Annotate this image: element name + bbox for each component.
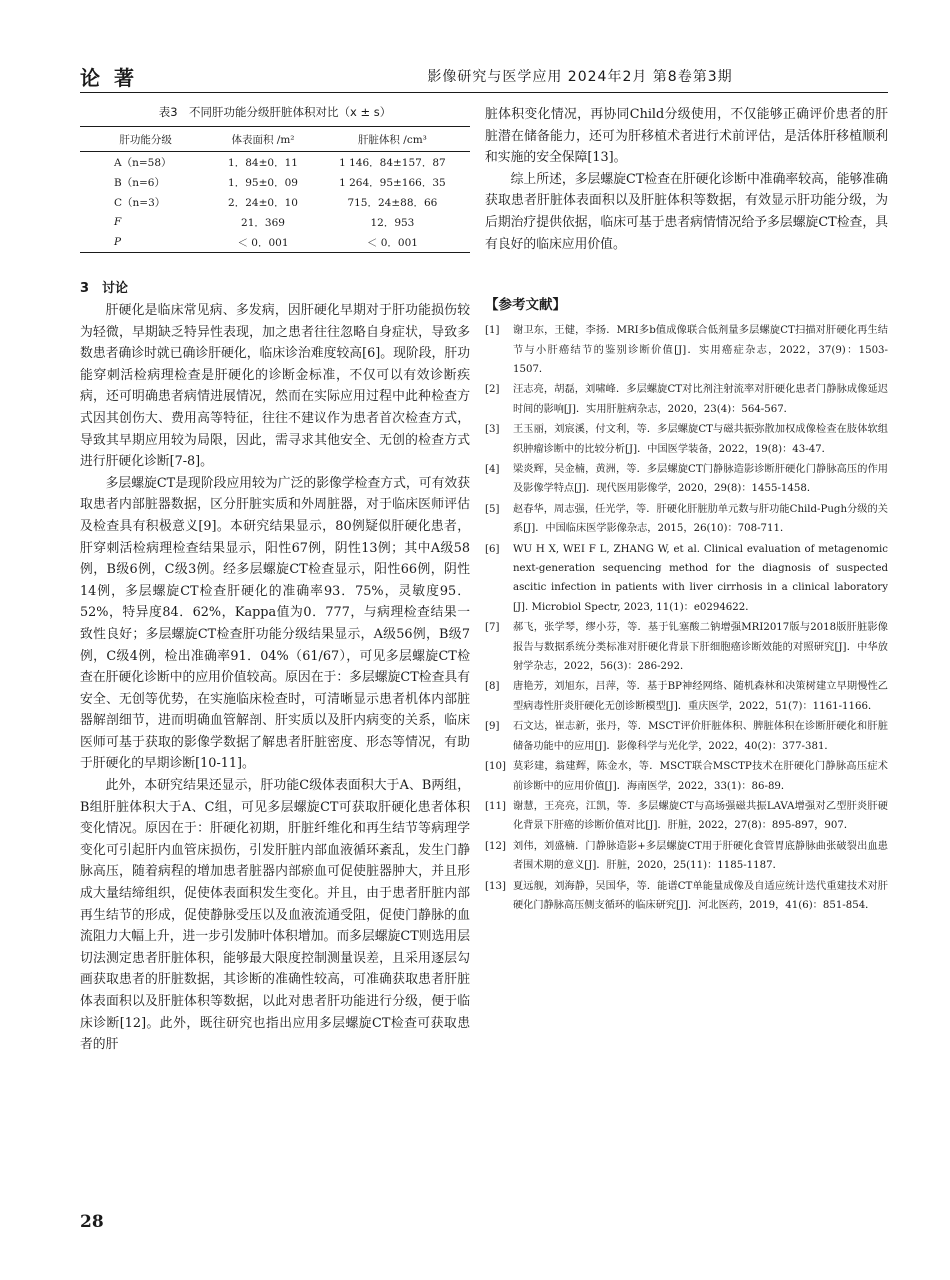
cell-volume: 715．24±88．66 xyxy=(347,196,438,209)
reference-text: 谢慧，王亮亮，江凯，等．多层螺旋CT与高场强磁共振LAVA增强对乙型肝炎肝硬化背景下肝癌的诊断价值对比[J]．肝脏，2022，27(8)：895-897，907． xyxy=(513,800,888,832)
table-header-row xyxy=(80,127,470,152)
reference-item xyxy=(485,837,888,876)
reference-number: [3] xyxy=(485,424,500,436)
reference-item xyxy=(485,460,888,499)
reference-item xyxy=(485,540,888,618)
col-header-volume: 肝脏体积 /cm³ xyxy=(315,127,470,152)
reference-number: [7] xyxy=(485,622,500,634)
col-header-grade: 肝功能分级 xyxy=(80,127,211,152)
reference-number: [9] xyxy=(485,721,500,733)
reference-number: [8] xyxy=(485,681,500,693)
reference-text: 石文达，崔志新，张丹，等．MSCT评价肝脏体积、脾脏体积在诊断肝硬化和肝脏储备功能中的应用[J]．影像科学与光化学，2022，40(2)：377-381． xyxy=(513,721,888,752)
reference-number: [4] xyxy=(485,464,500,475)
reference-number: [13] xyxy=(485,880,506,892)
table-row xyxy=(80,152,470,173)
cell-volume: 1 146．84±157．87 xyxy=(339,156,446,169)
reference-number: [10] xyxy=(485,761,506,773)
reference-item xyxy=(485,877,888,916)
reference-text: 汪志亮，胡磊，刘啸峰．多层螺旋CT对比剂注射流率对肝硬化患者门静脉成像延迟时间的影响[J]．实用肝脏病杂志，2020，23(4)：564-567． xyxy=(513,384,888,415)
reference-text: 梁炎辉，吴金楠，黄洲，等．多层螺旋CT门静脉造影诊断肝硬化门静脉高压的作用及影像学特点[J]．现代医用影像学，2020，29(8)：1455-1458． xyxy=(513,464,888,495)
reference-text: 刘伟，刘盛楠．门静脉造影+多层螺旋CT用于肝硬化食管胃底静脉曲张破裂出血患者围术期的意义[J]．肝脏，2020，25(11)：1185-1187． xyxy=(513,840,888,872)
row-label: P xyxy=(80,232,211,253)
cell-surface: ＜ 0．001 xyxy=(211,232,315,253)
liver-volume-table xyxy=(80,126,470,253)
discussion-paragraph-3: 此外，本研究结果还显示，肝功能C级体表面积大于A、B两组，B组肝脏体积大于A、C组，可见多层螺旋CT可获取肝硬化患者体积变化情况。原因在于：肝硬化初期，肝脏纤维化和再生结节等病理学变化可引起肝内血管床损伤，引发肝脏内部血液循环紊乱，发生门静脉高压，随着病程的增加患者脏器内部瘀血可促使脏器肿大，并且形成大量结缔组织，促使体表面积发生变化。并且，由于患者肝脏内部再生结节的形成，促使静脉受压以及血液流通受阻，促使门静脉的血流阻力大幅上升，进一步引发肺叶体积增加。而多层螺旋CT则选用层切法测定患者肝脏体积，能够最大限度控制测量误差，且采用逐层勾画获取患者的肝脏数据，其诊断的准确性较高，可准确获取患者肝脏体表面积以及肝脏体积等数据，以此对患者肝功能进行分级，便于临床诊断[12]。此外，既往研究也指出应用多层螺旋CT检查可获取患者的肝 xyxy=(80,778,470,1053)
reference-text: 谢卫东，王健，李扬．MRI多b值成像联合低剂量多层螺旋CT扫描对肝硬化再生结节与小肝癌结节的鉴别诊断价值[J]．实用癌症杂志，2022，37(9)：1503-1507． xyxy=(513,325,888,375)
discussion-paragraph-1: 肝硬化是临床常见病、多发病，因肝硬化早期对于肝功能损伤较为轻微，早期缺乏特异性表现，加之患者往往忽略自身症状，导致多数患者确诊时就已确诊肝硬化，临床诊治难度较高[6]。现阶段，肝功能穿刺活检病理检查是肝硬化的诊断金标准，不仅可以有效诊断疾病，还可明确患者病情进展情况，然而在实际应用过程中此种检查方式因其创伤大、费用高等特征，往往不建议作为患者首次检查方式，导致其早期应用较为局限，因此，需寻求其他安全、无创的检查方式进行肝硬化诊断[7-8]。 xyxy=(80,303,470,470)
page-header xyxy=(80,58,888,94)
reference-number: [11] xyxy=(485,800,506,812)
row-label: F xyxy=(114,216,122,228)
discussion-title: 3 讨论 xyxy=(80,281,129,296)
reference-text: 唐艳芳，刘旭东，吕萍，等．基于BP神经网络、随机森林和决策树建立早期慢性乙型病毒性肝炎肝硬化无创诊断模型[J]．重庆医学，2022，51(7)：1161-1166． xyxy=(513,681,888,712)
right-column xyxy=(485,104,888,916)
cell-surface: 2．24±0．10 xyxy=(228,196,298,209)
reference-item xyxy=(485,500,888,539)
reference-item xyxy=(485,677,888,716)
reference-text: WU H X, WEI F L, ZHANG W, et al. Clinical evaluation of metagenomic next-generation sequencing method for the diagnosis of suspected ascitic infection in patients with liver cirrhosis in a clinical laboratory [J]. Microbiol Spectr, 2023, 11(1)：e0294622． xyxy=(513,543,888,613)
cell-surface: 21．369 xyxy=(241,216,285,229)
reference-number: [1] xyxy=(485,325,500,337)
reference-number: [12] xyxy=(485,840,506,852)
reference-text: 赵春华，周志强，任光学，等．肝硬化肝脏肋单元数与肝功能Child-Pugh分级的关系[J]．中国临床医学影像杂志，2015，26(10)：708-711． xyxy=(513,503,888,535)
reference-text: 莫彩建，翁建辉，陈金水，等．MSCT联合MSCTP技术在肝硬化门静脉高压症术前诊断中的应用价值[J]．海南医学，2022，33(1)：86-89． xyxy=(513,761,888,792)
reference-item xyxy=(485,757,888,796)
row-label: B（n=6） xyxy=(114,176,165,189)
reference-item xyxy=(485,717,888,756)
discussion-paragraph-3-continued: 脏体积变化情况，再协同Child分级使用，不仅能够正确评价患者的肝脏潜在储备能力，还可为肝移植术者进行术前评估，是活体肝移植顺利和实施的安全保障[13]。 xyxy=(485,107,888,166)
left-column xyxy=(80,104,470,1056)
col-header-surface: 体表面积 /m² xyxy=(211,127,315,152)
section-label: 论著 xyxy=(80,66,148,90)
conclusion-paragraph: 综上所述，多层螺旋CT检查在肝硬化诊断中准确率较高，能够准确获取患者肝脏体表面积以及肝脏体积等数据，有效显示肝功能分级，为后期治疗提供依据，临床可基于患者病情情况给予多层螺旋CT检查，具有良好的临床应用价值。 xyxy=(485,171,888,252)
cell-volume: 1 264．95±166．35 xyxy=(339,176,446,189)
reference-item xyxy=(485,380,888,419)
cell-surface: 1．95±0．09 xyxy=(228,176,298,189)
reference-text: 王玉丽，刘宸溪，付文利，等．多层螺旋CT与磁共振弥散加权成像检查在肢体软组织肿瘤诊断中的比较分析[J]．中国医学装备，2022，19(8)：43-47． xyxy=(513,424,888,455)
reference-number: [2] xyxy=(485,384,500,396)
cell-volume: ＜ 0．001 xyxy=(315,232,470,253)
reference-item xyxy=(485,618,888,676)
reference-number: [6] xyxy=(485,543,500,555)
table-row xyxy=(80,232,470,253)
page-number: 28 xyxy=(80,1212,104,1232)
table-row xyxy=(80,172,470,192)
reference-item xyxy=(485,321,888,379)
table-caption: 表3 不同肝功能分级肝脏体积对比（x ± s） xyxy=(158,105,392,119)
table-row xyxy=(80,212,470,232)
row-label: C（n=3） xyxy=(114,196,166,209)
cell-volume: 12．953 xyxy=(370,216,415,229)
cell-surface: 1．84±0．11 xyxy=(228,156,298,169)
reference-text: 郝飞，张学琴，缪小芬，等．基于钆塞酸二钠增强MRI2017版与2018版肝脏影像报告与数据系统分类标准对肝硬化背景下肝细胞癌诊断效能的对照研究[J]．中华放射学杂志，2022，56(3)：286-292． xyxy=(513,622,888,673)
reference-text: 夏远舰，刘海静，吴国华，等．能谱CT单能量成像及自适应统计迭代重建技术对肝硬化门静脉高压侧支循环的临床研究[J]．河北医药，2019，41(6)：851-854． xyxy=(513,880,888,911)
header-rule xyxy=(80,92,888,93)
discussion-paragraph-2: 多层螺旋CT是现阶段应用较为广泛的影像学检查方式，可有效获取患者内部脏器数据，区分肝脏实质和外周脏器，对于临床医师评估及检查具有积极意义[9]。本研究结果显示，80例疑似肝硬化患者，肝穿刺活检病理检查结果显示，阳性67例，阴性13例；其中A级58例，B级6例，C级3例。经多层螺旋CT检查显示，阳性66例，阴性14例，多层螺旋CT检查肝硬化的准确率93．75%，灵敏度95．52%，特异度84．62%，Kappa值为0．777，与病理检查结果一致性良好；多层螺旋CT检查肝功能分级结果显示，A级56例，B级7例，C级4例，检出准确率91．04%（61/67），可见多层螺旋CT检查在肝硬化诊断中的应用价值较高。原因在于：多层螺旋CT检查具有安全、无创等优势，在实施临床检查时，可清晰显示患者机体内部脏器解剖细节，进而明确血管解剖、肝实质以及肝内病变的关系，临床医师可基于获取的影像学数据了解患者肝脏密度、形态等情况，有助于肝硬化的早期诊断[10-11]。 xyxy=(80,475,470,772)
reference-list xyxy=(485,321,888,915)
journal-title: 影像研究与医学应用 2024年2月 第8卷第3期 xyxy=(427,69,733,85)
references-heading: 【参考文献】 xyxy=(485,297,566,314)
table-row xyxy=(80,192,470,212)
reference-item xyxy=(485,420,888,459)
reference-number: [5] xyxy=(485,503,500,515)
row-label: A（n=58） xyxy=(114,156,172,169)
reference-item xyxy=(485,797,888,836)
